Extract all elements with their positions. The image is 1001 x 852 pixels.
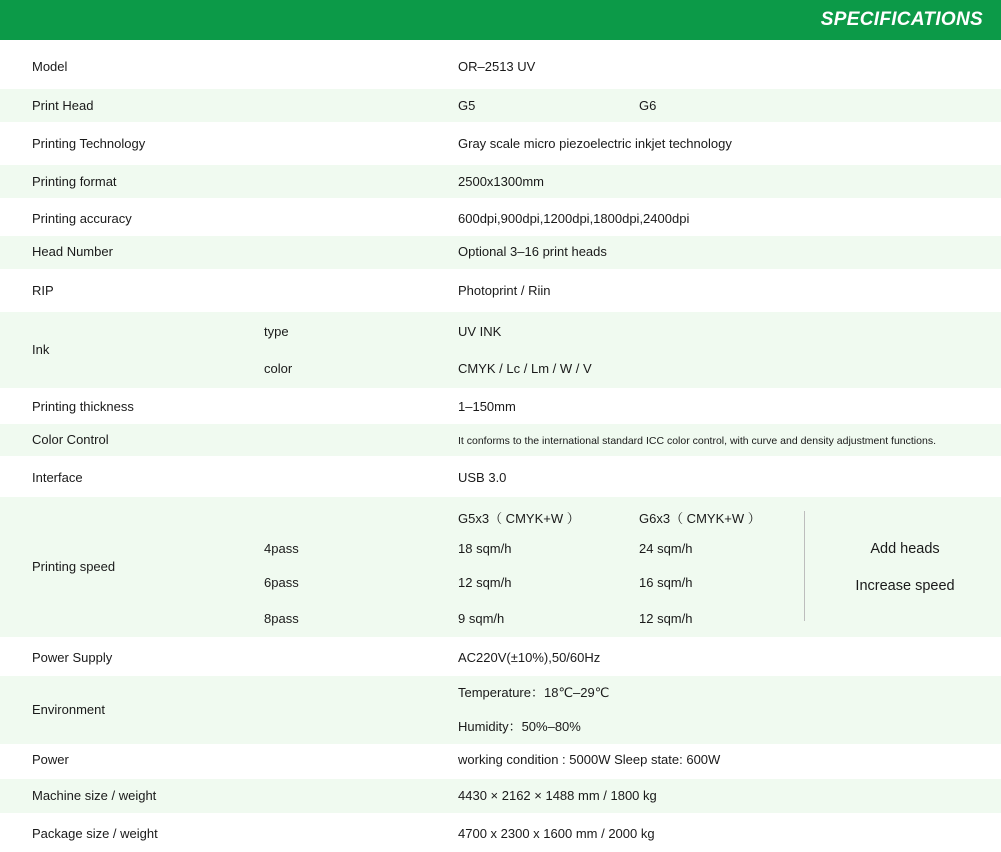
value-power: working condition : 5000W Sleep state: 600W [458,752,721,767]
row-printing-thickness [0,388,1001,424]
label-environment: Environment [32,702,105,717]
label-color-control: Color Control [32,432,109,447]
value-print-head-g6: G6 [639,98,657,113]
label-printing-speed: Printing speed [32,559,116,574]
label-interface: Interface [32,470,83,485]
speed-divider [804,511,805,621]
row-printing-speed [0,497,1001,637]
label-print-head: Print Head [32,98,94,113]
speed-note-add-heads: Add heads [870,541,940,557]
row-printing-technology [0,122,1001,165]
row-power [0,744,1001,779]
value-printing-format: 2500x1300mm [458,174,544,189]
label-ink-type: type [264,324,289,339]
value-printing-technology: Gray scale micro piezoelectric inkjet technology [458,136,732,151]
speed-g5-value: 18 sqm/h [458,541,512,556]
value-printing-accuracy: 600dpi,900dpi,1200dpi,1800dpi,2400dpi [458,211,690,226]
label-ink-color: color [264,361,293,376]
speed-pass-label: 4pass [264,541,299,556]
speed-g5-value: 12 sqm/h [458,575,512,590]
row-printing-format [0,165,1001,198]
speed-pass-label: 8pass [264,611,299,626]
row-machine-size [0,779,1001,813]
row-rip [0,269,1001,312]
row-interface [0,456,1001,497]
label-printing-technology: Printing Technology [32,136,146,151]
speed-g6-value: 12 sqm/h [639,611,693,626]
row-printing-accuracy [0,198,1001,236]
value-ink-type: UV INK [458,324,502,339]
label-ink: Ink [32,342,50,357]
row-ink [0,312,1001,388]
row-model [0,48,1001,86]
label-power-supply: Power Supply [32,650,113,665]
row-head-number [0,236,1001,269]
row-environment [0,676,1001,744]
value-package-size: 4700 x 2300 x 1600 mm / 2000 kg [458,826,655,841]
row-print-head [0,89,1001,122]
header-bar [0,0,1001,40]
label-printing-accuracy: Printing accuracy [32,211,132,226]
row-color-control [0,424,1001,456]
label-head-number: Head Number [32,244,113,259]
label-printing-format: Printing format [32,174,117,189]
label-power: Power [32,752,69,767]
label-model: Model [32,59,68,74]
row-power-supply [0,637,1001,676]
value-model: OR–2513 UV [458,59,536,74]
speed-pass-label: 6pass [264,575,299,590]
value-print-head-g5: G5 [458,98,476,113]
value-rip: Photoprint / Riin [458,283,551,298]
speed-g5-value: 9 sqm/h [458,611,505,626]
value-power-supply: AC220V(±10%),50/60Hz [458,650,601,665]
row-package-size [0,813,1001,852]
page-title: SPECIFICATIONS [820,9,983,30]
header-speed-g6: G6x3（ CMYK+W ） [639,511,761,526]
header-speed-g5: G5x3（ CMYK+W ） [458,511,580,526]
label-rip: RIP [32,283,54,298]
value-head-number: Optional 3–16 print heads [458,244,607,259]
value-interface: USB 3.0 [458,470,507,485]
label-printing-thickness: Printing thickness [32,399,134,414]
value-ink-color: CMYK / Lc / Lm / W / V [458,361,592,376]
label-package-size: Package size / weight [32,826,158,841]
value-machine-size: 4430 × 2162 × 1488 mm / 1800 kg [458,788,657,803]
value-humidity: Humidity：50%–80% [458,719,581,734]
value-printing-thickness: 1–150mm [458,399,516,414]
value-temperature: Temperature：18℃–29℃ [458,685,610,700]
speed-g6-value: 16 sqm/h [639,575,693,590]
label-machine-size: Machine size / weight [32,788,157,803]
speed-g6-value: 24 sqm/h [639,541,693,556]
speed-note-increase-speed: Increase speed [855,578,955,594]
value-color-control: It conforms to the international standard ICC color control, with curve and density adjustment functions. [458,435,936,447]
